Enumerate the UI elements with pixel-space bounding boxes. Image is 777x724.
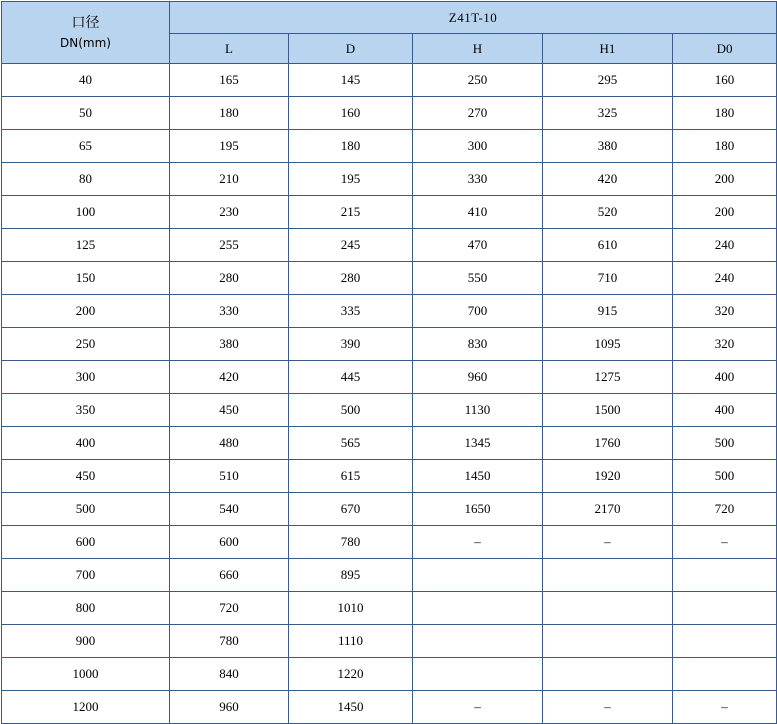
table-row — [2, 691, 777, 724]
table-row — [2, 130, 777, 163]
cell-l: 330 — [170, 295, 289, 328]
cell-l: 600 — [170, 526, 289, 559]
table-row — [2, 262, 777, 295]
cell-d0: 240 — [673, 262, 777, 295]
cell-d: 245 — [289, 229, 413, 262]
cell-h1: 1760 — [543, 427, 673, 460]
cell-dn: 450 — [2, 460, 170, 493]
cell-dn: 700 — [2, 559, 170, 592]
cell-l: 510 — [170, 460, 289, 493]
cell-h: 830 — [413, 328, 543, 361]
cell-h: 1130 — [413, 394, 543, 427]
cell-l: 720 — [170, 592, 289, 625]
cell-h: 410 — [413, 196, 543, 229]
cell-d0: 180 — [673, 130, 777, 163]
cell-d: 895 — [289, 559, 413, 592]
cell-l: 380 — [170, 328, 289, 361]
header-row-group — [2, 2, 777, 34]
cell-d0 — [673, 559, 777, 592]
dn-header-title: 口径 — [71, 15, 100, 31]
cell-h: 1650 — [413, 493, 543, 526]
table-row — [2, 658, 777, 691]
cell-l: 255 — [170, 229, 289, 262]
cell-d: 565 — [289, 427, 413, 460]
table-row — [2, 64, 777, 97]
cell-d0: 400 — [673, 361, 777, 394]
table-row — [2, 328, 777, 361]
cell-dn: 100 — [2, 196, 170, 229]
cell-dn: 125 — [2, 229, 170, 262]
cell-dn: 500 — [2, 493, 170, 526]
cell-d: 615 — [289, 460, 413, 493]
dn-header-sub: DN(mm) — [60, 36, 111, 50]
cell-l: 480 — [170, 427, 289, 460]
cell-h1: 915 — [543, 295, 673, 328]
cell-h: 960 — [413, 361, 543, 394]
cell-d0: 400 — [673, 394, 777, 427]
table-row — [2, 493, 777, 526]
cell-h: – — [413, 691, 543, 724]
cell-d: 195 — [289, 163, 413, 196]
cell-h: 1345 — [413, 427, 543, 460]
column-header-l: L — [170, 34, 289, 64]
cell-dn: 200 — [2, 295, 170, 328]
cell-dn: 900 — [2, 625, 170, 658]
table-row — [2, 526, 777, 559]
cell-dn: 600 — [2, 526, 170, 559]
cell-h: 300 — [413, 130, 543, 163]
cell-h1: 295 — [543, 64, 673, 97]
cell-d0: 180 — [673, 97, 777, 130]
cell-h: 470 — [413, 229, 543, 262]
cell-h: – — [413, 526, 543, 559]
cell-dn: 50 — [2, 97, 170, 130]
cell-d: 280 — [289, 262, 413, 295]
table-row — [2, 625, 777, 658]
cell-h1: 420 — [543, 163, 673, 196]
cell-d: 1110 — [289, 625, 413, 658]
cell-d: 215 — [289, 196, 413, 229]
table-header — [2, 2, 777, 64]
dn-header-cell — [2, 2, 170, 64]
cell-l: 210 — [170, 163, 289, 196]
cell-h1: 380 — [543, 130, 673, 163]
cell-h1 — [543, 559, 673, 592]
cell-d0: 320 — [673, 295, 777, 328]
cell-d0: 500 — [673, 427, 777, 460]
cell-l: 420 — [170, 361, 289, 394]
cell-l: 195 — [170, 130, 289, 163]
table-row — [2, 163, 777, 196]
table-row — [2, 196, 777, 229]
cell-h: 270 — [413, 97, 543, 130]
cell-d: 180 — [289, 130, 413, 163]
cell-h1: 2170 — [543, 493, 673, 526]
cell-l: 280 — [170, 262, 289, 295]
cell-h1: – — [543, 526, 673, 559]
cell-l: 960 — [170, 691, 289, 724]
cell-dn: 80 — [2, 163, 170, 196]
cell-dn: 1200 — [2, 691, 170, 724]
cell-d: 445 — [289, 361, 413, 394]
cell-h — [413, 658, 543, 691]
model-group-header: Z41T-10 — [170, 2, 777, 34]
cell-dn: 800 — [2, 592, 170, 625]
cell-d: 145 — [289, 64, 413, 97]
cell-dn: 350 — [2, 394, 170, 427]
cell-l: 660 — [170, 559, 289, 592]
cell-d: 390 — [289, 328, 413, 361]
cell-d: 1450 — [289, 691, 413, 724]
cell-d: 335 — [289, 295, 413, 328]
cell-dn: 65 — [2, 130, 170, 163]
cell-d0: 160 — [673, 64, 777, 97]
cell-dn: 150 — [2, 262, 170, 295]
cell-dn: 400 — [2, 427, 170, 460]
cell-h — [413, 625, 543, 658]
table-body — [2, 64, 777, 724]
cell-dn: 40 — [2, 64, 170, 97]
column-header-h: H — [413, 34, 543, 64]
cell-d0 — [673, 658, 777, 691]
column-header-h1: H1 — [543, 34, 673, 64]
cell-l: 540 — [170, 493, 289, 526]
table-row — [2, 559, 777, 592]
cell-l: 180 — [170, 97, 289, 130]
cell-d0: 320 — [673, 328, 777, 361]
table-row — [2, 460, 777, 493]
cell-h1: 1500 — [543, 394, 673, 427]
cell-h: 250 — [413, 64, 543, 97]
cell-l: 230 — [170, 196, 289, 229]
table-row — [2, 295, 777, 328]
cell-l: 450 — [170, 394, 289, 427]
cell-d0: – — [673, 691, 777, 724]
column-header-d0: D0 — [673, 34, 777, 64]
cell-h1: 610 — [543, 229, 673, 262]
cell-d: 1220 — [289, 658, 413, 691]
table-row — [2, 229, 777, 262]
cell-h: 1450 — [413, 460, 543, 493]
column-header-d: D — [289, 34, 413, 64]
cell-h1: – — [543, 691, 673, 724]
cell-dn: 300 — [2, 361, 170, 394]
cell-d: 670 — [289, 493, 413, 526]
cell-l: 840 — [170, 658, 289, 691]
cell-d0: 200 — [673, 163, 777, 196]
cell-d0: 200 — [673, 196, 777, 229]
cell-d: 1010 — [289, 592, 413, 625]
table-row — [2, 361, 777, 394]
cell-h1 — [543, 658, 673, 691]
cell-d0 — [673, 625, 777, 658]
cell-d0: – — [673, 526, 777, 559]
cell-h1: 710 — [543, 262, 673, 295]
cell-h — [413, 559, 543, 592]
cell-dn: 250 — [2, 328, 170, 361]
cell-d0: 500 — [673, 460, 777, 493]
cell-h1: 520 — [543, 196, 673, 229]
cell-dn: 1000 — [2, 658, 170, 691]
cell-d: 160 — [289, 97, 413, 130]
table-row — [2, 427, 777, 460]
cell-l: 165 — [170, 64, 289, 97]
cell-d0: 240 — [673, 229, 777, 262]
cell-h1: 1095 — [543, 328, 673, 361]
cell-d: 500 — [289, 394, 413, 427]
cell-d0: 720 — [673, 493, 777, 526]
cell-h1 — [543, 625, 673, 658]
cell-d: 780 — [289, 526, 413, 559]
specification-table — [1, 1, 777, 724]
cell-h: 550 — [413, 262, 543, 295]
table-row — [2, 97, 777, 130]
cell-h: 700 — [413, 295, 543, 328]
cell-l: 780 — [170, 625, 289, 658]
table-row — [2, 394, 777, 427]
cell-h1: 325 — [543, 97, 673, 130]
cell-h1: 1920 — [543, 460, 673, 493]
cell-h1: 1275 — [543, 361, 673, 394]
cell-h: 330 — [413, 163, 543, 196]
